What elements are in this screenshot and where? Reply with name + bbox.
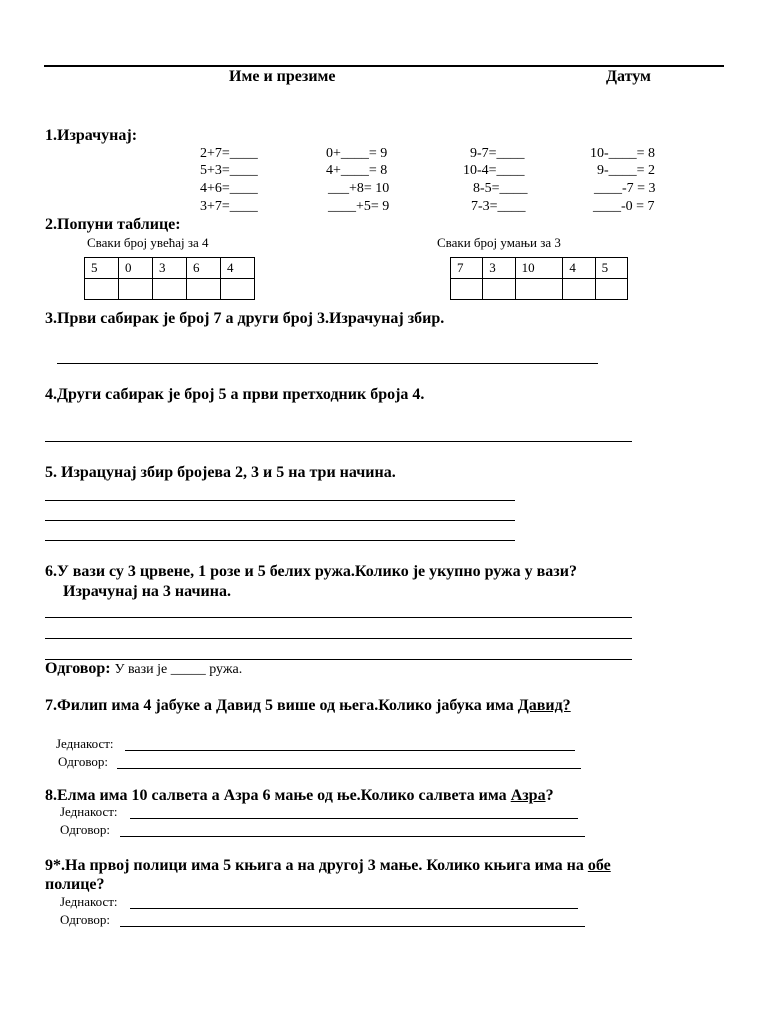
equation[interactable]: 7-3=____ (471, 199, 526, 214)
table-cell: 5 (595, 258, 627, 279)
answer-cell[interactable] (221, 279, 255, 300)
date-label: Датум (606, 68, 651, 85)
task8-title (45, 787, 554, 805)
answer-text[interactable]: У вази је _____ ружа. (114, 662, 243, 677)
task3-title: 3.Први сабирак је број 7 а други број 3.Израчунај збир. (45, 310, 445, 327)
equation-label: Једнакост: (60, 894, 118, 909)
answer-cell[interactable] (515, 279, 563, 300)
task9-title-line2: полице? (45, 876, 105, 893)
task8-question-end: ? (545, 787, 554, 804)
table-cell: 0 (119, 258, 153, 279)
answer-line[interactable] (117, 768, 581, 769)
answer-label: Одговор: (60, 912, 111, 927)
equation-line[interactable] (130, 818, 578, 819)
answer-line[interactable] (45, 441, 632, 442)
table-row (85, 279, 255, 300)
answer-label: Одговор: (45, 660, 111, 677)
task9-question: 9*.На првој полици има 5 књига а на другој 3 мање. Колико књига има на (45, 857, 588, 874)
decrease-table (450, 257, 628, 300)
answer-line[interactable] (45, 520, 515, 521)
answer-cell[interactable] (595, 279, 627, 300)
answer-cell[interactable] (451, 279, 483, 300)
answer-line[interactable] (57, 363, 598, 364)
answer-cell[interactable] (187, 279, 221, 300)
answer-cell[interactable] (483, 279, 515, 300)
name-label: Име и презиме (229, 68, 336, 85)
equation-line[interactable] (130, 908, 578, 909)
equation[interactable]: 4+____= 8 (326, 163, 388, 178)
task7-emphasis: Давид? (517, 697, 571, 714)
equation[interactable]: ____+5= 9 (328, 199, 390, 214)
task6-answer (45, 660, 242, 678)
task1-title: 1.Израчунај: (45, 127, 138, 144)
table-cell: 3 (483, 258, 515, 279)
answer-cell[interactable] (563, 279, 595, 300)
table-cell: 4 (221, 258, 255, 279)
task6-subtitle: Израчунај на 3 начина. (63, 583, 231, 600)
equation[interactable]: 8-5=____ (473, 181, 528, 196)
equation[interactable]: 2+7=____ (200, 146, 258, 161)
equation[interactable]: 10-4=____ (463, 163, 525, 178)
equation[interactable]: 5+3=____ (200, 163, 258, 178)
answer-cell[interactable] (153, 279, 187, 300)
equation-line[interactable] (125, 750, 575, 751)
answer-line[interactable] (45, 617, 632, 618)
table-cell: 4 (563, 258, 595, 279)
task2-title: 2.Попуни таблице: (45, 216, 181, 233)
answer-label: Одговор: (60, 822, 111, 837)
answer-line[interactable] (120, 836, 585, 837)
table-row (451, 258, 628, 279)
equation[interactable]: ____-0 = 7 (593, 199, 655, 214)
equation[interactable]: 0+____= 9 (326, 146, 388, 161)
equation[interactable]: 9-____= 2 (597, 163, 656, 178)
task7-title (45, 697, 571, 715)
task6-title: 6.У вази су 3 црвене, 1 розе и 5 белих ружа.Колико је укупно ружа у вази? (45, 563, 577, 580)
table-row (85, 258, 255, 279)
answer-line[interactable] (45, 500, 515, 501)
task2-left-caption: Сваки број увећај за 4 (87, 235, 209, 250)
task8-emphasis: Азра (510, 787, 546, 804)
table-cell: 6 (187, 258, 221, 279)
task4-title: 4.Други сабирак је број 5 а први претходник броја 4. (45, 386, 425, 403)
answer-label: Одговор: (58, 754, 109, 769)
equation[interactable]: 3+7=____ (200, 199, 258, 214)
table-cell: 5 (85, 258, 119, 279)
task2-right-caption: Сваки број умањи за 3 (437, 235, 561, 250)
equation-label: Једнакост: (56, 736, 114, 751)
equation[interactable]: 10-____= 8 (590, 146, 656, 161)
task7-question: 7.Филип има 4 јабуке а Давид 5 више од њега.Колико јабука има (45, 697, 518, 714)
answer-cell[interactable] (119, 279, 153, 300)
answer-line[interactable] (45, 638, 632, 639)
equation[interactable]: ____-7 = 3 (594, 181, 656, 196)
answer-line[interactable] (45, 540, 515, 541)
answer-cell[interactable] (85, 279, 119, 300)
equation-label: Једнакост: (60, 804, 118, 819)
header-rule (44, 65, 724, 67)
equation[interactable]: 9-7=____ (470, 146, 525, 161)
increase-table (84, 257, 255, 300)
table-cell: 3 (153, 258, 187, 279)
table-row (451, 279, 628, 300)
table-cell: 10 (515, 258, 563, 279)
table-cell: 7 (451, 258, 483, 279)
task5-title: 5. Израцунај збир бројева 2, 3 и 5 на три начина. (45, 464, 396, 481)
task9-title (45, 857, 611, 875)
equation[interactable]: ___+8= 10 (328, 181, 390, 196)
answer-line[interactable] (120, 926, 585, 927)
task9-emphasis: обе (587, 857, 611, 874)
task8-question: 8.Елма има 10 салвета а Азра 6 мање од ње.Колико салвета има (45, 787, 511, 804)
equation[interactable]: 4+6=____ (200, 181, 258, 196)
